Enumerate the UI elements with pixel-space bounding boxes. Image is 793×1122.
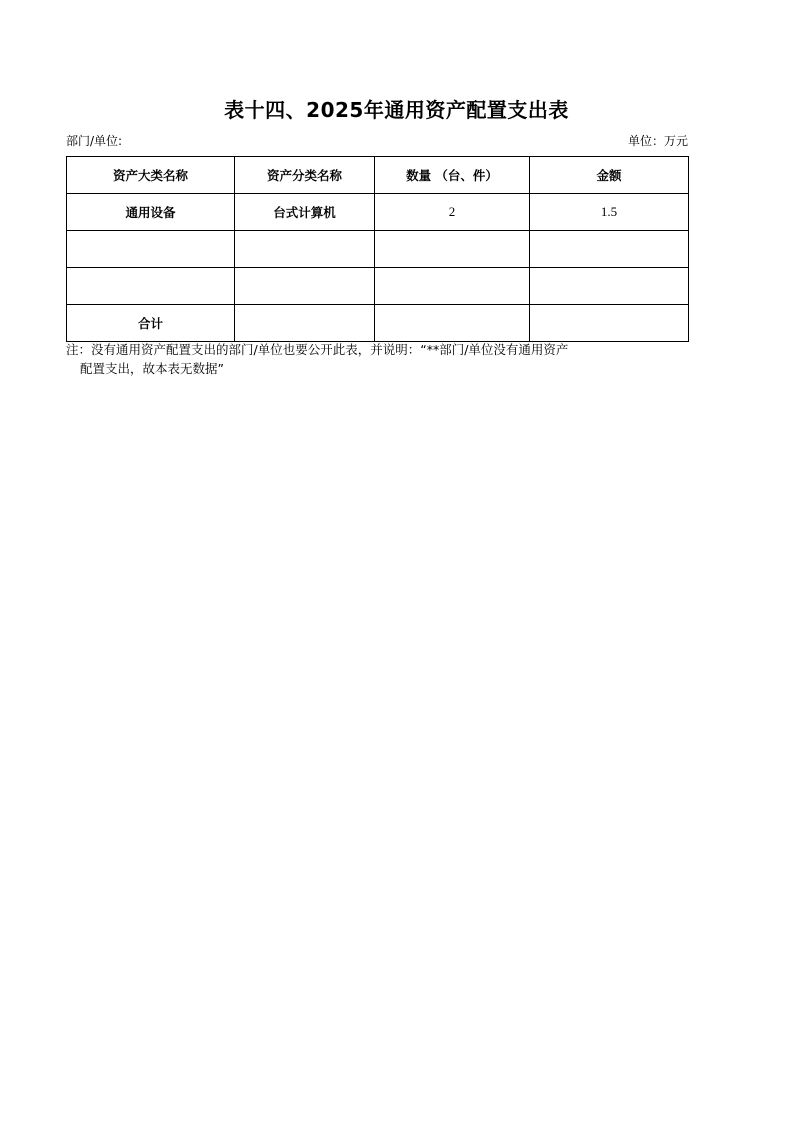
cell-quantity: 2 — [375, 194, 530, 231]
column-header-category: 资产大类名称 — [67, 157, 235, 194]
cell-subcategory — [235, 231, 375, 268]
cell-subcategory — [235, 305, 375, 342]
asset-allocation-table — [66, 156, 689, 342]
cell-quantity — [375, 268, 530, 305]
cell-quantity — [375, 305, 530, 342]
unit-label: 单位：万元 — [627, 134, 688, 148]
note-line-2: 配置支出，故本表无数据” — [80, 361, 224, 377]
cell-amount — [530, 231, 689, 268]
department-label: 部门/单位: — [66, 134, 123, 148]
cell-amount: 1.5 — [530, 194, 689, 231]
column-header-subcategory: 资产分类名称 — [235, 157, 375, 194]
note-line-1: 注：没有通用资产配置支出的部门/单位也要公开此表，并说明：“**部门/单位没有通用资产 — [66, 342, 569, 357]
column-header-quantity: 数量 （台、件） — [375, 157, 530, 194]
page-title: 表十四、2025年通用资产配置支出表 — [224, 98, 569, 122]
cell-amount — [530, 305, 689, 342]
cell-subcategory: 台式计算机 — [235, 194, 375, 231]
cell-category — [67, 231, 235, 268]
cell-amount — [530, 268, 689, 305]
cell-category — [67, 268, 235, 305]
table-total-row — [67, 305, 689, 342]
cell-subcategory — [235, 268, 375, 305]
cell-total-label: 合计 — [67, 305, 235, 342]
table-row — [67, 194, 689, 231]
table-header-row — [67, 157, 689, 194]
table-row — [67, 231, 689, 268]
meta-row — [66, 132, 688, 149]
cell-quantity — [375, 231, 530, 268]
table-note — [66, 340, 696, 379]
cell-category: 通用设备 — [67, 194, 235, 231]
column-header-amount: 金额 — [530, 157, 689, 194]
table-row — [67, 268, 689, 305]
